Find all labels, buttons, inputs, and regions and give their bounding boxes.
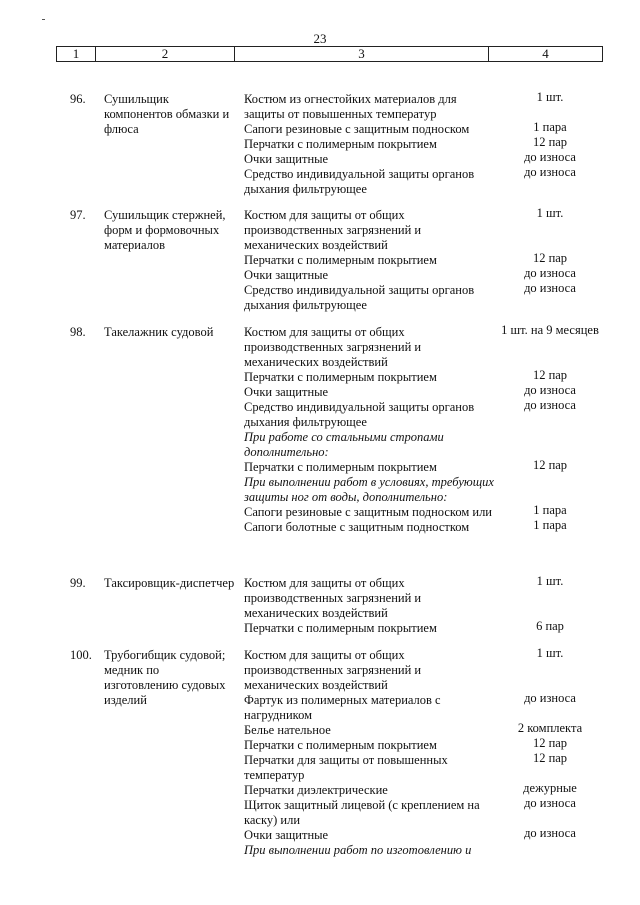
ppe-list	[244, 323, 599, 535]
ppe-item-quantity: 2 комплекта	[517, 721, 583, 735]
ppe-item-quantity: 1 пара	[533, 503, 567, 517]
ppe-item-name: Перчатки с полимерным покрытием	[244, 460, 437, 474]
entry-number: 96.	[70, 92, 86, 106]
ppe-item-quantity: до износа	[524, 398, 576, 412]
ppe-list	[244, 574, 564, 636]
ppe-item-name: Перчатки с полимерным покрытием	[244, 253, 437, 267]
ppe-item-quantity: 6 пар	[536, 619, 564, 633]
ppe-item	[244, 796, 576, 828]
ppe-list	[244, 206, 576, 313]
ppe-item	[244, 691, 576, 723]
ppe-item-quantity: 1 пара	[533, 518, 567, 532]
ppe-item-quantity: 12 пар	[532, 368, 568, 382]
ppe-item-quantity: до износа	[524, 691, 576, 705]
ppe-item	[244, 503, 567, 520]
ppe-item-name: Очки защитные	[244, 828, 329, 842]
ppe-item-quantity: 1 пара	[533, 120, 567, 134]
ppe-list	[244, 90, 576, 197]
ppe-list	[244, 646, 583, 858]
profession-name: Таксировщик-диспетчер	[104, 576, 235, 590]
ppe-item-name: Очки защитные	[244, 268, 329, 282]
profession-name: Трубогибщик судовой; медник по изготовлению судовых изделий	[104, 648, 226, 707]
ppe-item	[244, 751, 568, 783]
ppe-item	[244, 266, 576, 283]
ppe-item-name: Перчатки с полимерным покрытием	[244, 370, 437, 384]
ppe-item-name: Щиток защитный лицевой (с креплением на каску) или	[244, 798, 480, 827]
ppe-item	[244, 165, 576, 197]
ppe-item-name: Перчатки для защиты от повышенных температур	[244, 753, 448, 782]
ppe-item-quantity: до износа	[524, 383, 576, 397]
profession-name: Сушильщик компонентов обмазки и флюса	[104, 92, 230, 136]
profession-name: Такелажник судовой	[104, 325, 214, 339]
ppe-item	[244, 646, 564, 693]
ppe-item-quantity: до износа	[524, 281, 576, 295]
ppe-item-name: Костюм из огнестойких материалов для защиты от повышенных температур	[244, 92, 457, 121]
ppe-item-name: Фартук из полимерных материалов с нагрудником	[244, 693, 441, 722]
ppe-item-quantity: до износа	[524, 796, 576, 810]
ppe-item-quantity: 12 пар	[532, 751, 568, 765]
ppe-item-name: Средство индивидуальной защиты органов дыхания фильтрующее	[244, 400, 475, 429]
ppe-item	[244, 826, 576, 843]
column-header-1: 1	[57, 47, 96, 62]
page-number: 23	[313, 31, 327, 46]
note-text: При выполнении работ по изготовлению и	[244, 843, 472, 857]
ppe-item-quantity: 1 шт.	[536, 206, 564, 220]
ppe-item-name: Сапоги резиновые с защитным подноском или	[244, 505, 492, 519]
ppe-item	[244, 458, 568, 475]
ppe-item-quantity: 1 шт. на 9 месяцев	[501, 323, 599, 337]
ppe-item	[244, 150, 576, 167]
conditional-note	[244, 430, 494, 460]
entry-number: 98.	[70, 325, 86, 339]
column-header-4: 4	[489, 47, 603, 62]
entry-number: 100.	[70, 648, 92, 662]
ppe-item	[244, 398, 576, 430]
ppe-item-quantity: 12 пар	[532, 251, 568, 265]
entry-number: 97.	[70, 208, 86, 222]
ppe-item	[244, 323, 599, 370]
ppe-item-name: Очки защитные	[244, 152, 329, 166]
conditional-note	[244, 475, 494, 505]
ppe-item	[244, 135, 568, 152]
column-header-2: 2	[96, 47, 235, 62]
ppe-item-name: Костюм для защиты от общих производственных загрязнений и механических воздействий	[244, 208, 422, 252]
ppe-item-name: Костюм для защиты от общих производственных загрязнений и механических воздействий	[244, 576, 422, 620]
ppe-item-quantity: до износа	[524, 826, 576, 840]
ppe-item-name: Перчатки с полимерным покрытием	[244, 621, 437, 635]
ppe-item-name: Костюм для защиты от общих производственных загрязнений и механических воздействий	[244, 648, 422, 692]
ppe-item-name: Средство индивидуальной защиты органов дыхания фильтрующее	[244, 167, 475, 196]
column-header-3: 3	[235, 47, 489, 62]
note-text: При выполнении работ в условиях, требующих защиты ног от воды, дополнительно:	[244, 475, 494, 504]
ppe-item	[244, 281, 576, 313]
profession-name: Сушильщик стержней, форм и формовочных материалов	[104, 208, 226, 252]
ppe-item	[244, 736, 568, 753]
ppe-item	[244, 518, 567, 535]
ppe-item	[244, 251, 568, 268]
scan-mark	[42, 19, 45, 20]
ppe-item	[244, 120, 567, 137]
ppe-item	[244, 574, 564, 621]
ppe-item	[244, 90, 564, 122]
ppe-item-quantity: 1 шт.	[536, 646, 564, 660]
ppe-item	[244, 368, 568, 385]
ppe-item-name: Перчатки с полимерным покрытием	[244, 738, 437, 752]
ppe-item-name: Костюм для защиты от общих производственных загрязнений и механических воздействий	[244, 325, 422, 369]
ppe-item	[244, 383, 576, 400]
note-text: При работе со стальными стропами дополнительно:	[244, 430, 444, 459]
ppe-item	[244, 619, 564, 636]
ppe-item-name: Перчатки с полимерным покрытием	[244, 137, 437, 151]
ppe-item	[244, 721, 583, 738]
ppe-item-quantity: 1 шт.	[536, 574, 564, 588]
ppe-item-name: Белье нательное	[244, 723, 331, 737]
ppe-item-quantity: 1 шт.	[536, 90, 564, 104]
entry-number: 99.	[70, 576, 86, 590]
ppe-item-name: Сапоги резиновые с защитным подноском	[244, 122, 470, 136]
ppe-item-name: Перчатки диэлектрические	[244, 783, 388, 797]
ppe-item	[244, 206, 564, 253]
ppe-item-name: Очки защитные	[244, 385, 329, 399]
column-header-table	[56, 46, 603, 62]
ppe-item-quantity: 12 пар	[532, 736, 568, 750]
ppe-item-quantity: дежурные	[523, 781, 577, 795]
ppe-item	[244, 781, 577, 798]
ppe-item-name: Сапоги болотные с защитным подностком	[244, 520, 470, 534]
ppe-item-quantity: 12 пар	[532, 458, 568, 472]
ppe-item-name: Средство индивидуальной защиты органов дыхания фильтрующее	[244, 283, 475, 312]
ppe-item-quantity: до износа	[524, 165, 576, 179]
ppe-item-quantity: 12 пар	[532, 135, 568, 149]
ppe-item-quantity: до износа	[524, 150, 576, 164]
conditional-note	[244, 843, 494, 858]
ppe-item-quantity: до износа	[524, 266, 576, 280]
